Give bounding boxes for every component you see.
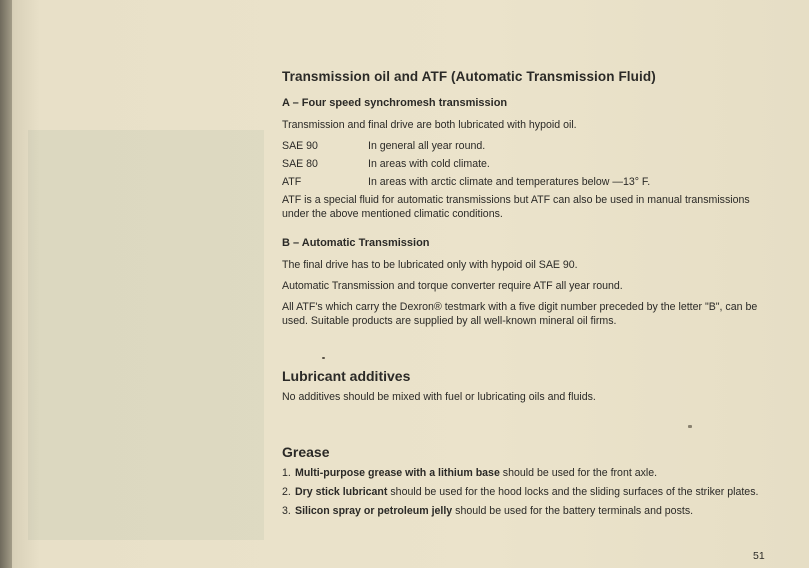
grease-list xyxy=(282,466,772,518)
section-b-heading: B – Automatic Transmission xyxy=(282,237,430,249)
oil-code: SAE 90 xyxy=(282,140,318,152)
oil-row xyxy=(282,157,772,171)
section-b-para-3: All ATF's which carry the Dexron® testmark with a five digit number preceded by the letter "B", can be used. Suitable products are supplied by all well-known mineral oil firms. xyxy=(282,301,758,327)
oil-desc: In general all year round. xyxy=(368,140,486,152)
paper-speck xyxy=(688,425,692,428)
section-a-note: ATF is a special fluid for automatic transmissions but ATF can also be used in manual transmissions under the above mentioned climatic conditions. xyxy=(282,194,750,220)
section-a-heading: A – Four speed synchromesh transmission xyxy=(282,97,508,109)
grease-use: should be used for the front axle. xyxy=(499,467,658,479)
list-number: 2. xyxy=(282,486,291,498)
section-a-intro: Transmission and final drive are both lubricated with hypoid oil. xyxy=(282,119,577,131)
oil-desc: In areas with arctic climate and temperatures below —13° F. xyxy=(368,176,651,188)
grease-use: should be used for the hood locks and the sliding surfaces of the striker plates. xyxy=(387,486,759,498)
oil-code: ATF xyxy=(282,176,302,188)
additives-heading: Lubricant additives xyxy=(282,368,411,384)
list-number: 3. xyxy=(282,505,291,517)
list-item xyxy=(282,466,772,480)
section-b-para-1: The final drive has to be lubricated only with hypoid oil SAE 90. xyxy=(282,259,578,271)
oil-code: SAE 80 xyxy=(282,158,318,170)
list-item xyxy=(282,485,772,499)
oil-desc: In areas with cold climate. xyxy=(368,158,490,170)
section-b-para-2: Automatic Transmission and torque converter require ATF all year round. xyxy=(282,280,623,292)
page-title: Transmission oil and ATF (Automatic Transmission Fluid) xyxy=(282,69,656,84)
page-number: 51 xyxy=(753,550,765,562)
grease-heading: Grease xyxy=(282,444,330,460)
grease-type: Dry stick lubricant xyxy=(295,486,388,498)
grease-use: should be used for the battery terminals and posts. xyxy=(452,505,694,517)
paper-speck xyxy=(322,357,325,359)
show-through-panel xyxy=(28,130,264,540)
additives-text: No additives should be mixed with fuel or lubricating oils and fluids. xyxy=(282,391,596,403)
grease-type: Multi-purpose grease with a lithium base xyxy=(295,467,500,479)
grease-type: Silicon spray or petroleum jelly xyxy=(295,505,453,517)
oil-row xyxy=(282,139,772,153)
list-item xyxy=(282,504,772,518)
list-number: 1. xyxy=(282,467,291,479)
page-content xyxy=(282,70,772,523)
book-spine-shadow xyxy=(0,0,12,568)
oil-row xyxy=(282,175,772,189)
